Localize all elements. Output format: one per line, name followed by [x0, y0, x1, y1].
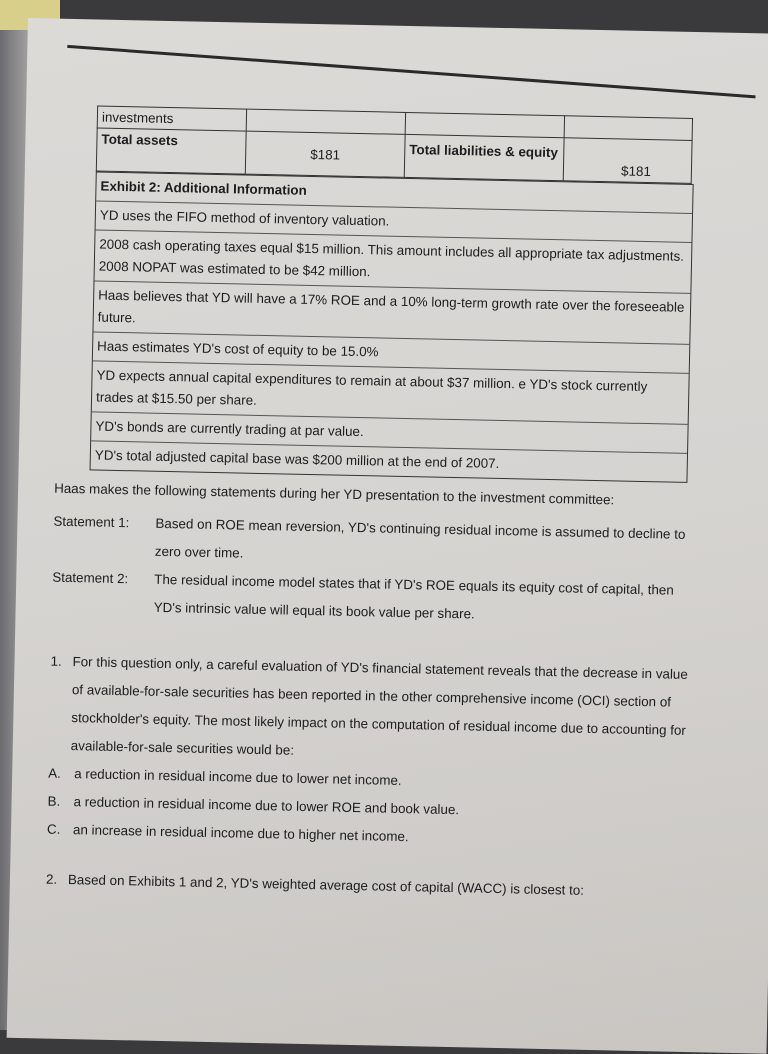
- question-number: 2.: [45, 871, 58, 887]
- option-text: a reduction in residual income due to lower ROE and book value.: [73, 794, 460, 818]
- option-text: a reduction in residual income due to lower net income.: [74, 766, 402, 788]
- page-content: [46, 105, 702, 907]
- question-1: [48, 648, 690, 773]
- cell-label: investments: [97, 106, 246, 131]
- question-2: [46, 866, 686, 907]
- document-page: [7, 18, 768, 1054]
- exhibit-item: Haas believes that YD will have a 17% ROE and a 10% long-term growth rate over the foreseeable future.: [93, 281, 690, 344]
- question-text: Based on Exhibits 1 and 2, YD's weighted average cost of capital (WACC) is closest to:: [67, 872, 585, 898]
- exhibit-title: Exhibit 2: Additional Information: [96, 172, 692, 213]
- total-liabilities-label: Total liabilities & equity: [404, 134, 564, 180]
- exhibit-item: Haas estimates YD's cost of equity to be 15.0%: [93, 332, 689, 373]
- exhibit-item: YD expects annual capital expenditures to remain at about $37 million. e YD's stock currently trades at $15.50 per share.: [92, 361, 689, 424]
- statement-label: Statement 1:: [53, 513, 130, 531]
- empty-cell: [564, 116, 692, 141]
- total-assets-value: $181: [245, 131, 405, 177]
- exhibit-item: YD's bonds are currently trading at par value.: [91, 412, 687, 453]
- page-border-line: [67, 45, 755, 99]
- total-assets-label: Total assets: [96, 128, 246, 174]
- option-text: an increase in residual income due to higher net income.: [72, 822, 409, 845]
- total-liabilities-value: $181: [563, 138, 692, 184]
- exhibit-item: YD's total adjusted capital base was $200 million at the end of 2007.: [94, 447, 500, 471]
- exhibit-2: [90, 171, 694, 482]
- option-letter: A.: [48, 765, 62, 781]
- intro-text: Haas makes the following statements during her YD presentation to the investment committee:: [54, 480, 615, 508]
- option-letter: B.: [47, 793, 61, 809]
- option-letter: C.: [46, 821, 61, 837]
- statement-label: Statement 2:: [52, 569, 129, 587]
- question-number: 1.: [50, 653, 62, 669]
- question-text: For this question only, a careful evaluation of YD's financial statement reveals that the decrease in value of available-for-sale securities has been reported in the other comprehensive income (OCI) section of stockholder's equity. The most likely impact on the computation of residual income due to accounting for available-for-sale securities would be:: [70, 654, 688, 758]
- exhibit-item: YD uses the FIFO method of inventory valuation.: [96, 201, 692, 242]
- statement-2: [51, 564, 692, 633]
- statement-text: The residual income model states that if YD's ROE equals its equity cost of capital, then YD's intrinsic value will equal its book value per share.: [153, 571, 674, 622]
- statement-text: Based on ROE mean reversion, YD's continuing residual income is assumed to decline to zero over time.: [154, 515, 686, 561]
- balance-sheet-table: [96, 105, 693, 183]
- exhibit-item: 2008 cash operating taxes equal $15 million. This amount includes all appropriate tax adjustments. 2008 NOPAT was estimated to be $42 million.: [94, 230, 691, 293]
